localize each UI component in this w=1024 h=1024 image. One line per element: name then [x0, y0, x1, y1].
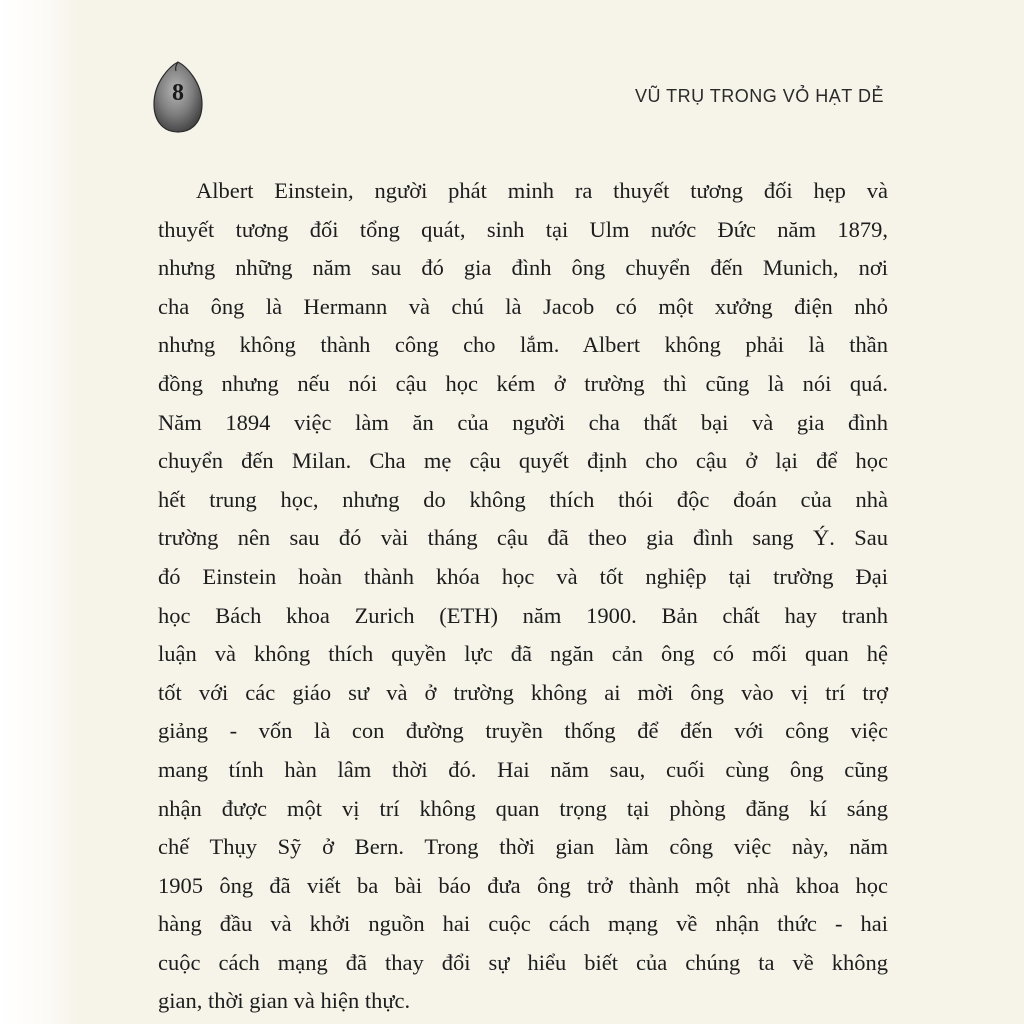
page-number-badge — [150, 60, 206, 134]
text-line: hết trung học, nhưng do không thích thói độc đoán của nhà — [158, 486, 888, 512]
text-line: nhận được một vị trí không quan trọng tại phòng đăng kí sáng — [158, 795, 888, 821]
text-line: nhưng không thành công cho lắm. Albert không phải là thần — [158, 332, 888, 358]
text-line: đó Einstein hoàn thành khóa học và tốt nghiệp tại trường Đại — [158, 563, 888, 589]
page-number: 8 — [172, 80, 184, 106]
text-line: Năm 1894 việc làm ăn của người cha thất bại và gia đình — [158, 409, 888, 435]
text-line: cuộc cách mạng đã thay đổi sự hiểu biết của chúng ta về không — [158, 949, 888, 975]
text-line: nhưng những năm sau đó gia đình ông chuyển đến Munich, nơi — [158, 255, 888, 281]
text-line: 1905 ông đã viết ba bài báo đưa ông trở thành một nhà khoa học — [158, 872, 888, 898]
text-line: chế Thụy Sỹ ở Bern. Trong thời gian làm công việc này, năm — [158, 834, 888, 860]
text-line: cha ông là Hermann và chú là Jacob có một xưởng điện nhỏ — [158, 293, 888, 319]
text-line: trường nên sau đó vài tháng cậu đã theo gia đình sang Ý. Sau — [158, 525, 888, 551]
text-line: giảng - vốn là con đường truyền thống để đến với công việc — [158, 718, 888, 744]
text-line: mang tính hàn lâm thời đó. Hai năm sau, cuối cùng ông cũng — [158, 756, 888, 782]
text-line: học Bách khoa Zurich (ETH) năm 1900. Bản chất hay tranh — [158, 602, 888, 628]
page-edge — [0, 0, 80, 1024]
text-line: tốt với các giáo sư và ở trường không ai mời ông vào vị trí trợ — [158, 679, 888, 705]
text-line: hàng đầu và khởi nguồn hai cuộc cách mạng về nhận thức - hai — [158, 911, 888, 937]
text-line: gian, thời gian và hiện thực. — [158, 988, 411, 1014]
text-line: Albert Einstein, người phát minh ra thuyết tương đối hẹp và — [196, 178, 888, 203]
text-line: chuyển đến Milan. Cha mẹ cậu quyết định cho cậu ở lại để học — [158, 448, 888, 474]
running-header-title: VŨ TRỤ TRONG VỎ HẠT DẺ — [634, 86, 884, 106]
body-paragraph — [158, 172, 888, 1021]
text-line: thuyết tương đối tổng quát, sinh tại Ulm nước Đức năm 1879, — [158, 216, 888, 242]
text-line: luận và không thích quyền lực đã ngăn cản ông có mối quan hệ — [158, 641, 888, 667]
text-line: đồng nhưng nếu nói cậu học kém ở trường thì cũng là nói quá. — [158, 370, 888, 396]
